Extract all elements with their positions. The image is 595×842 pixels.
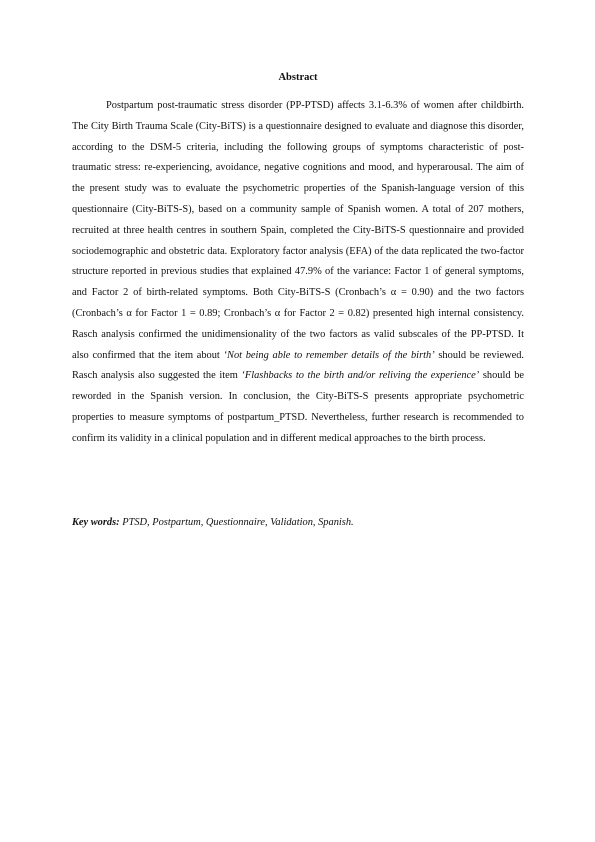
abstract-heading: Abstract — [278, 72, 318, 83]
abstract-item-quote-2: ‘Flashbacks to the birth and/or reliving the experience’ — [241, 370, 480, 382]
keywords-label: Key words: — [72, 517, 120, 528]
abstract-text-part-3: should be reworded in the Spanish version. In conclusion, the City-BiTS-S presents appropriate psychometric properties to measure symptoms of postpartum_PTSD. Nevertheless, further research is recommended to confirm its validity in a clinical population and in different medical approaches to the birth process. — [72, 370, 525, 444]
keywords-values: PTSD, Postpartum, Questionnaire, Validation, Spanish. — [119, 517, 354, 528]
keywords-line — [72, 515, 524, 531]
abstract-text-part-2: should be reviewed. Rasch analysis also suggested the item — [72, 349, 525, 382]
abstract-paragraph — [72, 96, 524, 450]
abstract-text-part-1: Postpartum post-traumatic stress disorder (PP-PTSD) affects 3.1-6.3% of women after childbirth. The City Birth Trauma Scale (City-BiTS) is a questionnaire designed to evaluate and diagnose this disorder, according to the DSM-5 criteria, including the following groups of symptoms characteristic of post-traumatic stress: re-experiencing, avoidance, negative cognitions and mood, and hyperarousal. The aim of the present study was to evaluate the psychometric properties of the Spanish-language version of this questionnaire (City-BiTS-S), based on a community sample of Spanish women. A total of 207 mothers, recruited at three health centres in southern Spain, completed the City-BiTS-S questionnaire and provided sociodemographic and obstetric data. Exploratory factor analysis (EFA) of the data replicated the two-factor structure reported in previous studies that explained 47.9% of the variance: Factor 1 of general symptoms, and Factor 2 of birth-related symptoms. Both City-BiTS-S (Cronbach’s α = 0.90) and the two factors (Cronbach’s α for Factor 1 = 0.89; Cronbach’s α for Factor 2 = 0.82) presented high internal consistency. Rasch analysis confirmed the unidimensionality of the two factors as valid subscales of the PP-PTSD. It also confirmed that the item about — [72, 100, 524, 361]
abstract-item-quote-1: ‘Not being able to remember details of the birth’ — [223, 349, 435, 361]
